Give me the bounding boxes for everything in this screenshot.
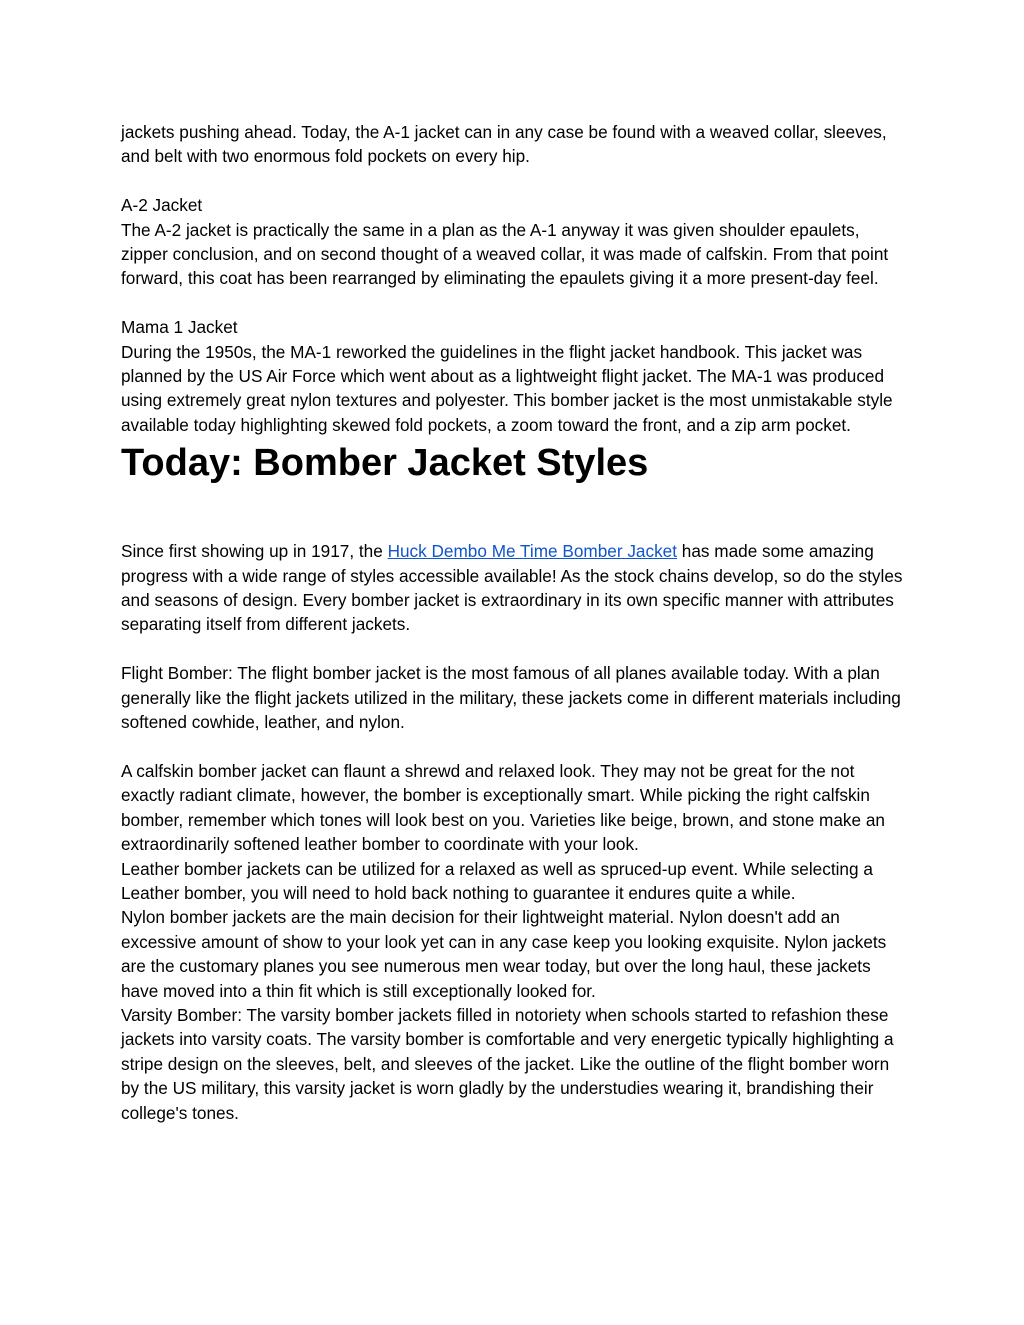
- product-link[interactable]: Huck Dembo Me Time Bomber Jacket: [387, 541, 677, 562]
- leather-bomber-paragraph: Leather bomber jackets can be utilized for a relaxed as well as spruced-up event. While selecting a Leather bomber, you will need to hold back nothing to guarantee it endures quite a while.: [121, 858, 873, 903]
- heading-gap: [121, 486, 911, 539]
- paragraph-gap: [121, 291, 911, 315]
- paragraph-gap: [121, 169, 911, 193]
- a2-jacket-title: A-2 Jacket: [121, 195, 203, 216]
- paragraph-gap: [121, 734, 911, 758]
- flight-bomber-paragraph: Flight Bomber: The flight bomber jacket is the most famous of all planes available today. With a plan generally like the flight jackets utilized in the military, these jackets come in different materials including softened cowhide, leather, and nylon.: [121, 663, 901, 733]
- ma1-jacket-body: During the 1950s, the MA-1 reworked the guidelines in the flight jacket handbook. This jacket was planned by the US Air Force which went about as a lightweight flight jacket. The MA-1 was produced using extremely great nylon textures and polyester. This bomber jacket is the most unmistakable style available today highlighting skewed fold pockets, a zoom toward the front, and a zip arm pocket.: [121, 341, 893, 435]
- varsity-bomber-paragraph: Varsity Bomber: The varsity bomber jackets filled in notoriety when schools started to refashion these jackets into varsity coats. The varsity bomber is comfortable and very energetic typically highlighting a stripe design on the sleeves, belt, and sleeves of the jacket. Like the outline of the flight bomber worn by the US military, this varsity jacket is worn gladly by the understudies wearing it, brandishing their college's tones.: [121, 1004, 894, 1123]
- intro-text-after: has made some amazing progress with a wide range of styles accessible available! As the stock chains develop, so do the styles and seasons of design. Every bomber jacket is extraordinary in its own specific manner with attributes separating itself from different jackets.: [121, 541, 903, 635]
- ma1-jacket-title: Mama 1 Jacket: [121, 317, 238, 338]
- calfskin-bomber-paragraph: A calfskin bomber jacket can flaunt a shrewd and relaxed look. They may not be great for the not exactly radiant climate, however, the bomber is exceptionally smart. While picking the right calfskin bomber, remember which tones will look best on you. Varieties like beige, brown, and stone make an extraordinarily softened leather bomber to coordinate with your look.: [121, 760, 885, 855]
- paragraph-gap: [121, 637, 911, 661]
- intro-text-before: Since first showing up in 1917, the: [121, 541, 388, 562]
- intro-paragraph: [121, 539, 911, 637]
- nylon-bomber-paragraph: Nylon bomber jackets are the main decision for their lightweight material. Nylon doesn't add an excessive amount of show to your look yet can in any case keep you looking exquisite. Nylon jackets are the customary planes you see numerous men wear today, but over the long haul, these jackets have moved into a thin fit which is still exceptionally looked for.: [121, 907, 887, 1001]
- document-body: [121, 120, 911, 1125]
- section-heading: Today: Bomber Jacket Styles: [121, 442, 649, 485]
- a2-jacket-body: The A-2 jacket is practically the same in a plan as the A-1 anyway it was given shoulder epaulets, zipper conclusion, and on second thought of a weaved collar, it was made of calfskin. From that point forward, this coat has been rearranged by eliminating the epaulets giving it a more present-day feel.: [121, 219, 889, 289]
- paragraph-a1-continuation: jackets pushing ahead. Today, the A-1 jacket can in any case be found with a weaved collar, sleeves, and belt with two enormous fold pockets on every hip.: [121, 122, 887, 167]
